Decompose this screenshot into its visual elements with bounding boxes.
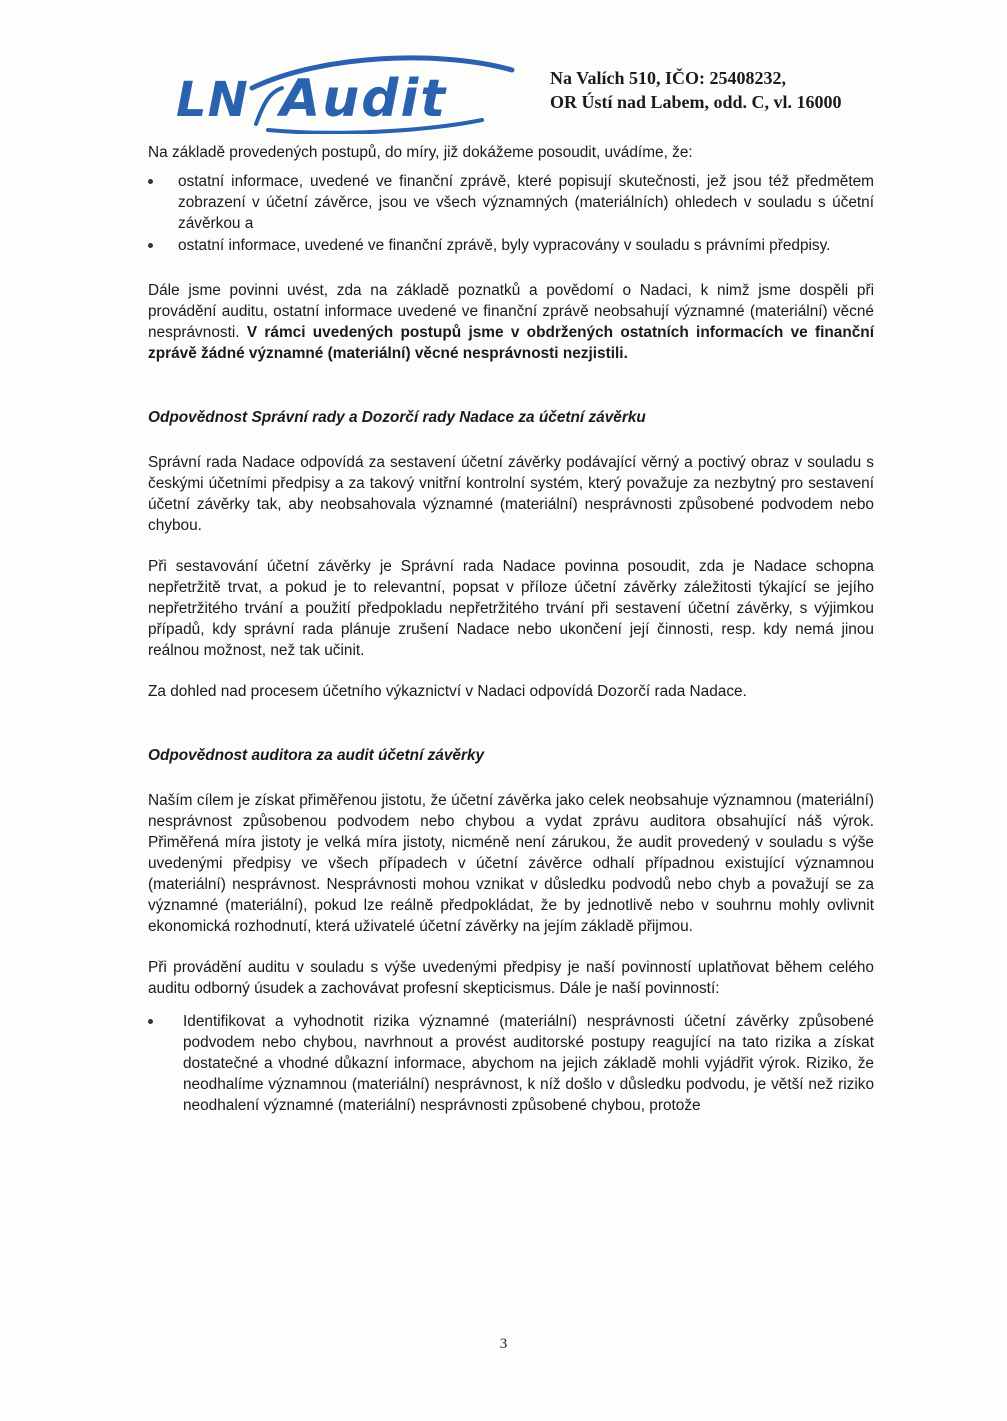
paragraph: Naším cílem je získat přiměřenou jistotu, že účetní závěrka jako celek neobsahuje významnou (materiální) nesprávnost způsobenou podvodem nebo chybou a vydat zprávu auditora obsahující náš výrok. Přiměřená míra jistoty je velká míra jistoty, nicméně není zárukou, že audit provedený v souladu s výše uvedenými předpisy ve všech případech v účetní závěrce odhalí případnou existující významnou (materiální) nesprávnost. Nesprávnosti mohou vznikat v důsledku podvodů nebo chyb a považují se za významné (materiální), pokud lze reálně předpokládat, že by jednotlivě nebo v souhrnu mohly ovlivnit ekonomická rozhodnutí, která uživatelé účetní závěrky na jejím základě přijmou. <box>148 792 874 935</box>
section-heading-board-responsibility: Odpovědnost Správní rady a Dozorčí rady Nadace za účetní závěrku <box>148 409 646 426</box>
paragraph: Za dohled nad procesem účetního výkaznictví v Nadaci odpovídá Dozorčí rada Nadace. <box>148 683 747 700</box>
bullet-icon <box>148 243 153 248</box>
intro-paragraph: Na základě provedených postupů, do míry, již dokážeme posoudit, uvádíme, že: <box>148 144 693 161</box>
paragraph: Při provádění auditu v souladu s výše uvedenými předpisy je naší povinností uplatňovat během celého auditu odborný úsudek a zachovávat profesní skepticismus. Dále je naší povinností: <box>148 959 874 997</box>
bullet-icon <box>148 179 153 184</box>
paragraph: Správní rada Nadace odpovídá za sestavení účetní závěrky podávající věrný a poctivý obraz v souladu s českými účetními předpisy a za takový vnitřní kontrolní systém, který považuje za nezbytný pro sestavení účetní závěrky tak, aby neobsahovala významné (materiální) nesprávnosti způsobené podvodem nebo chybou. <box>148 454 874 534</box>
bullet-icon <box>148 1019 153 1024</box>
list-item <box>148 171 874 234</box>
list-item-text: ostatní informace, uvedené ve finanční zprávě, které popisují skutečnosti, jež jsou též předmětem zobrazení v účetní závěrce, jsou ve všech významných (materiálních) ohledech v souladu s účetní závěrkou a <box>178 173 874 232</box>
findings-list <box>148 171 874 256</box>
other-information-paragraph <box>148 280 874 364</box>
auditor-duties-list <box>148 1011 874 1116</box>
list-item-text: ostatní informace, uvedené ve finanční zprávě, byly vypracovány v souladu s právními předpisy. <box>178 237 831 254</box>
paragraph-text: Dále jsme povinni uvést, zda na základě poznatků a povědomí o Nadaci, k nimž jsme dospěli při provádění auditu, ostatní informace uvedené ve finanční zprávě neobsahují významné (materiální) věcné nesprávnosti. <box>148 282 874 341</box>
svg-text:Audit: Audit <box>280 69 448 129</box>
company-address <box>550 66 842 114</box>
report-body <box>148 142 874 1116</box>
page-number: 3 <box>499 1336 508 1352</box>
address-line-1: Na Valích 510, IČO: 25408232, <box>550 68 787 88</box>
list-item <box>148 235 874 256</box>
section-heading-auditor-responsibility: Odpovědnost auditora za audit účetní závěrky <box>148 747 485 764</box>
list-item <box>148 1011 874 1116</box>
paragraph: Při sestavování účetní závěrky je Správní rada Nadace povinna posoudit, zda je Nadace schopna nepřetržitě trvat, a pokud je to relevantní, popsat v příloze účetní závěrky záležitosti týkající se jejího nepřetržitého trvání a použití předpokladu nepřetržitého trvání při sestavení účetní závěrky, s výjimkou případů, kdy správní rada plánuje zrušení Nadace nebo ukončení její činnosti, resp. kdy nemá jinou reálnou možnost, než tak učinit. <box>148 558 874 659</box>
paragraph-conclusion: V rámci uvedených postupů jsme v obdržených ostatních informacích ve finanční zprávě žádné významné (materiální) věcné nesprávnosti nezjistili. <box>148 324 874 362</box>
address-line-2: OR Ústí nad Labem, odd. C, vl. 16000 <box>550 92 842 112</box>
list-item-text: Identifikovat a vyhodnotit rizika významné (materiální) nesprávnosti účetní závěrky způsobené podvodem nebo chybou, navrhnout a provést auditorské postupy reagující na tato rizika a získat dostatečné a vhodné důkazní informace, abychom na jejich základě mohli vyjádřit výrok. Riziko, že neodhalíme významnou (materiální) nesprávnost, k níž došlo v důsledku podvodu, je větší než riziko neodhalení významné (materiální) nesprávnosti způsobené chybou, protože <box>183 1013 874 1114</box>
svg-text:LN: LN <box>176 72 249 128</box>
ln-audit-logo <box>172 52 542 134</box>
